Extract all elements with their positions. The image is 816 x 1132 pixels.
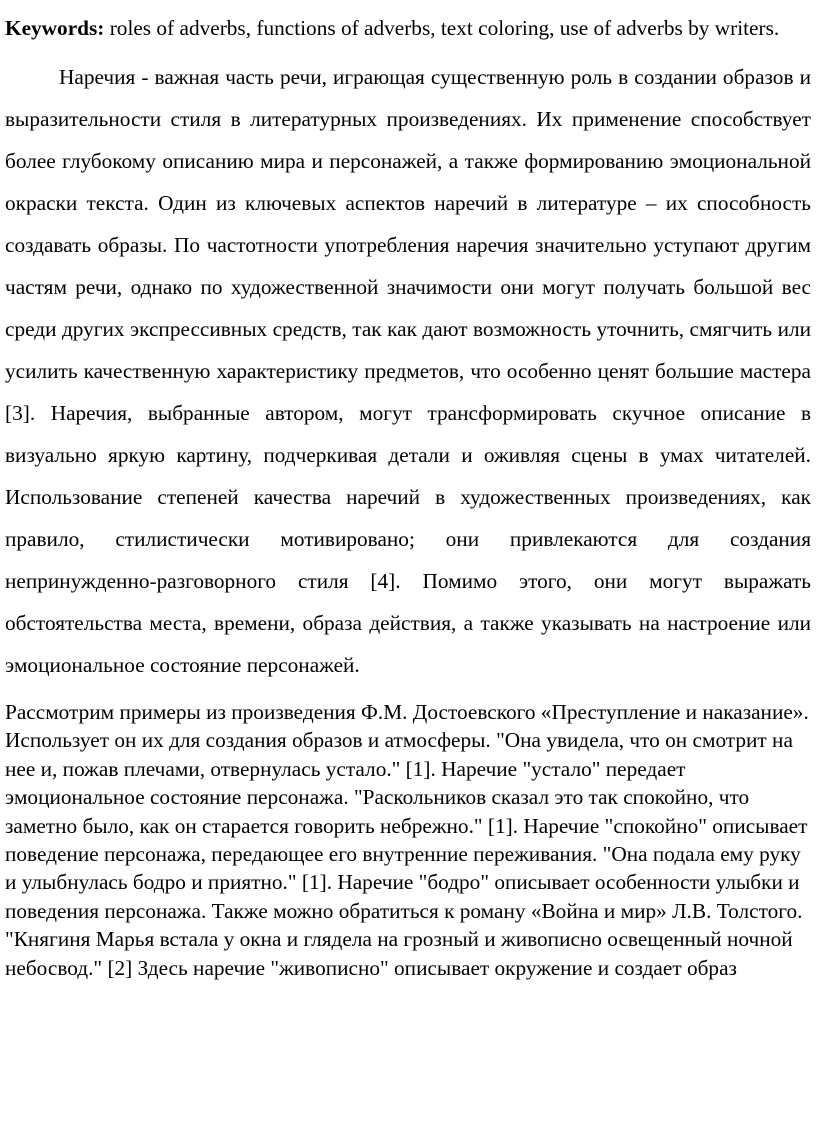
keywords-line bbox=[5, 8, 811, 48]
keywords-label: Keywords: bbox=[5, 16, 105, 40]
body-paragraph-1: Наречия - важная часть речи, играющая существенную роль в создании образов и выразительности стиля в литературных произведениях. Их применение способствует более глубокому описанию мира и персонажей, а также формированию эмоциональной окраски текста. Один из ключевых аспектов наречий в литературе – их способность создавать образы. По частотности употребления наречия значительно уступают другим частям речи, однако по художественной значимости они могут получать большой вес среди других экспрессивных средств, так как дают возможность уточнить, смягчить или усилить качественную характеристику предметов, что особенно ценят большие мастера [3]. Наречия, выбранные автором, могут трансформировать скучное описание в визуально яркую картину, подчеркивая детали и оживляя сцены в умах читателей. Использование степеней качества наречий в художественных произведениях, как правило, стилистически мотивировано; они привлекаются для создания непринужденно-разговорного стиля [4]. Помимо этого, они могут выражать обстоятельства места, времени, образа действия, а также указывать на настроение или эмоциональное состояние персонажей. bbox=[5, 65, 811, 677]
body-paragraph-2: Рассмотрим примеры из произведения Ф.М. Достоевского «Преступление и наказание». Использует он их для создания образов и атмосферы. "Она увидела, что он смотрит на нее и, пожав плечами, отвернулась устало." [1]. Наречие "устало" передает эмоциональное состояние персонажа. "Раскольников сказал это так спокойно, что заметно было, как он старается говорить небрежно." [1]. Наречие "спокойно" описывает поведение персонажа, передающее его внутренние переживания. "Она подала ему руку и улыбнулась бодро и приятно." [1]. Наречие "бодро" описывает особенности улыбки и поведения персонажа. Также можно обратиться к роману «Война и мир» Л.В. Толстого. "Княгиня Марья встала у окна и глядела на грозный и живописно освещенный ночной небосвод." [2] Здесь наречие "живописно" описывает окружение и создает образ bbox=[5, 700, 809, 980]
keywords-text: roles of adverbs, functions of adverbs, text coloring, use of adverbs by writers. bbox=[104, 16, 780, 40]
